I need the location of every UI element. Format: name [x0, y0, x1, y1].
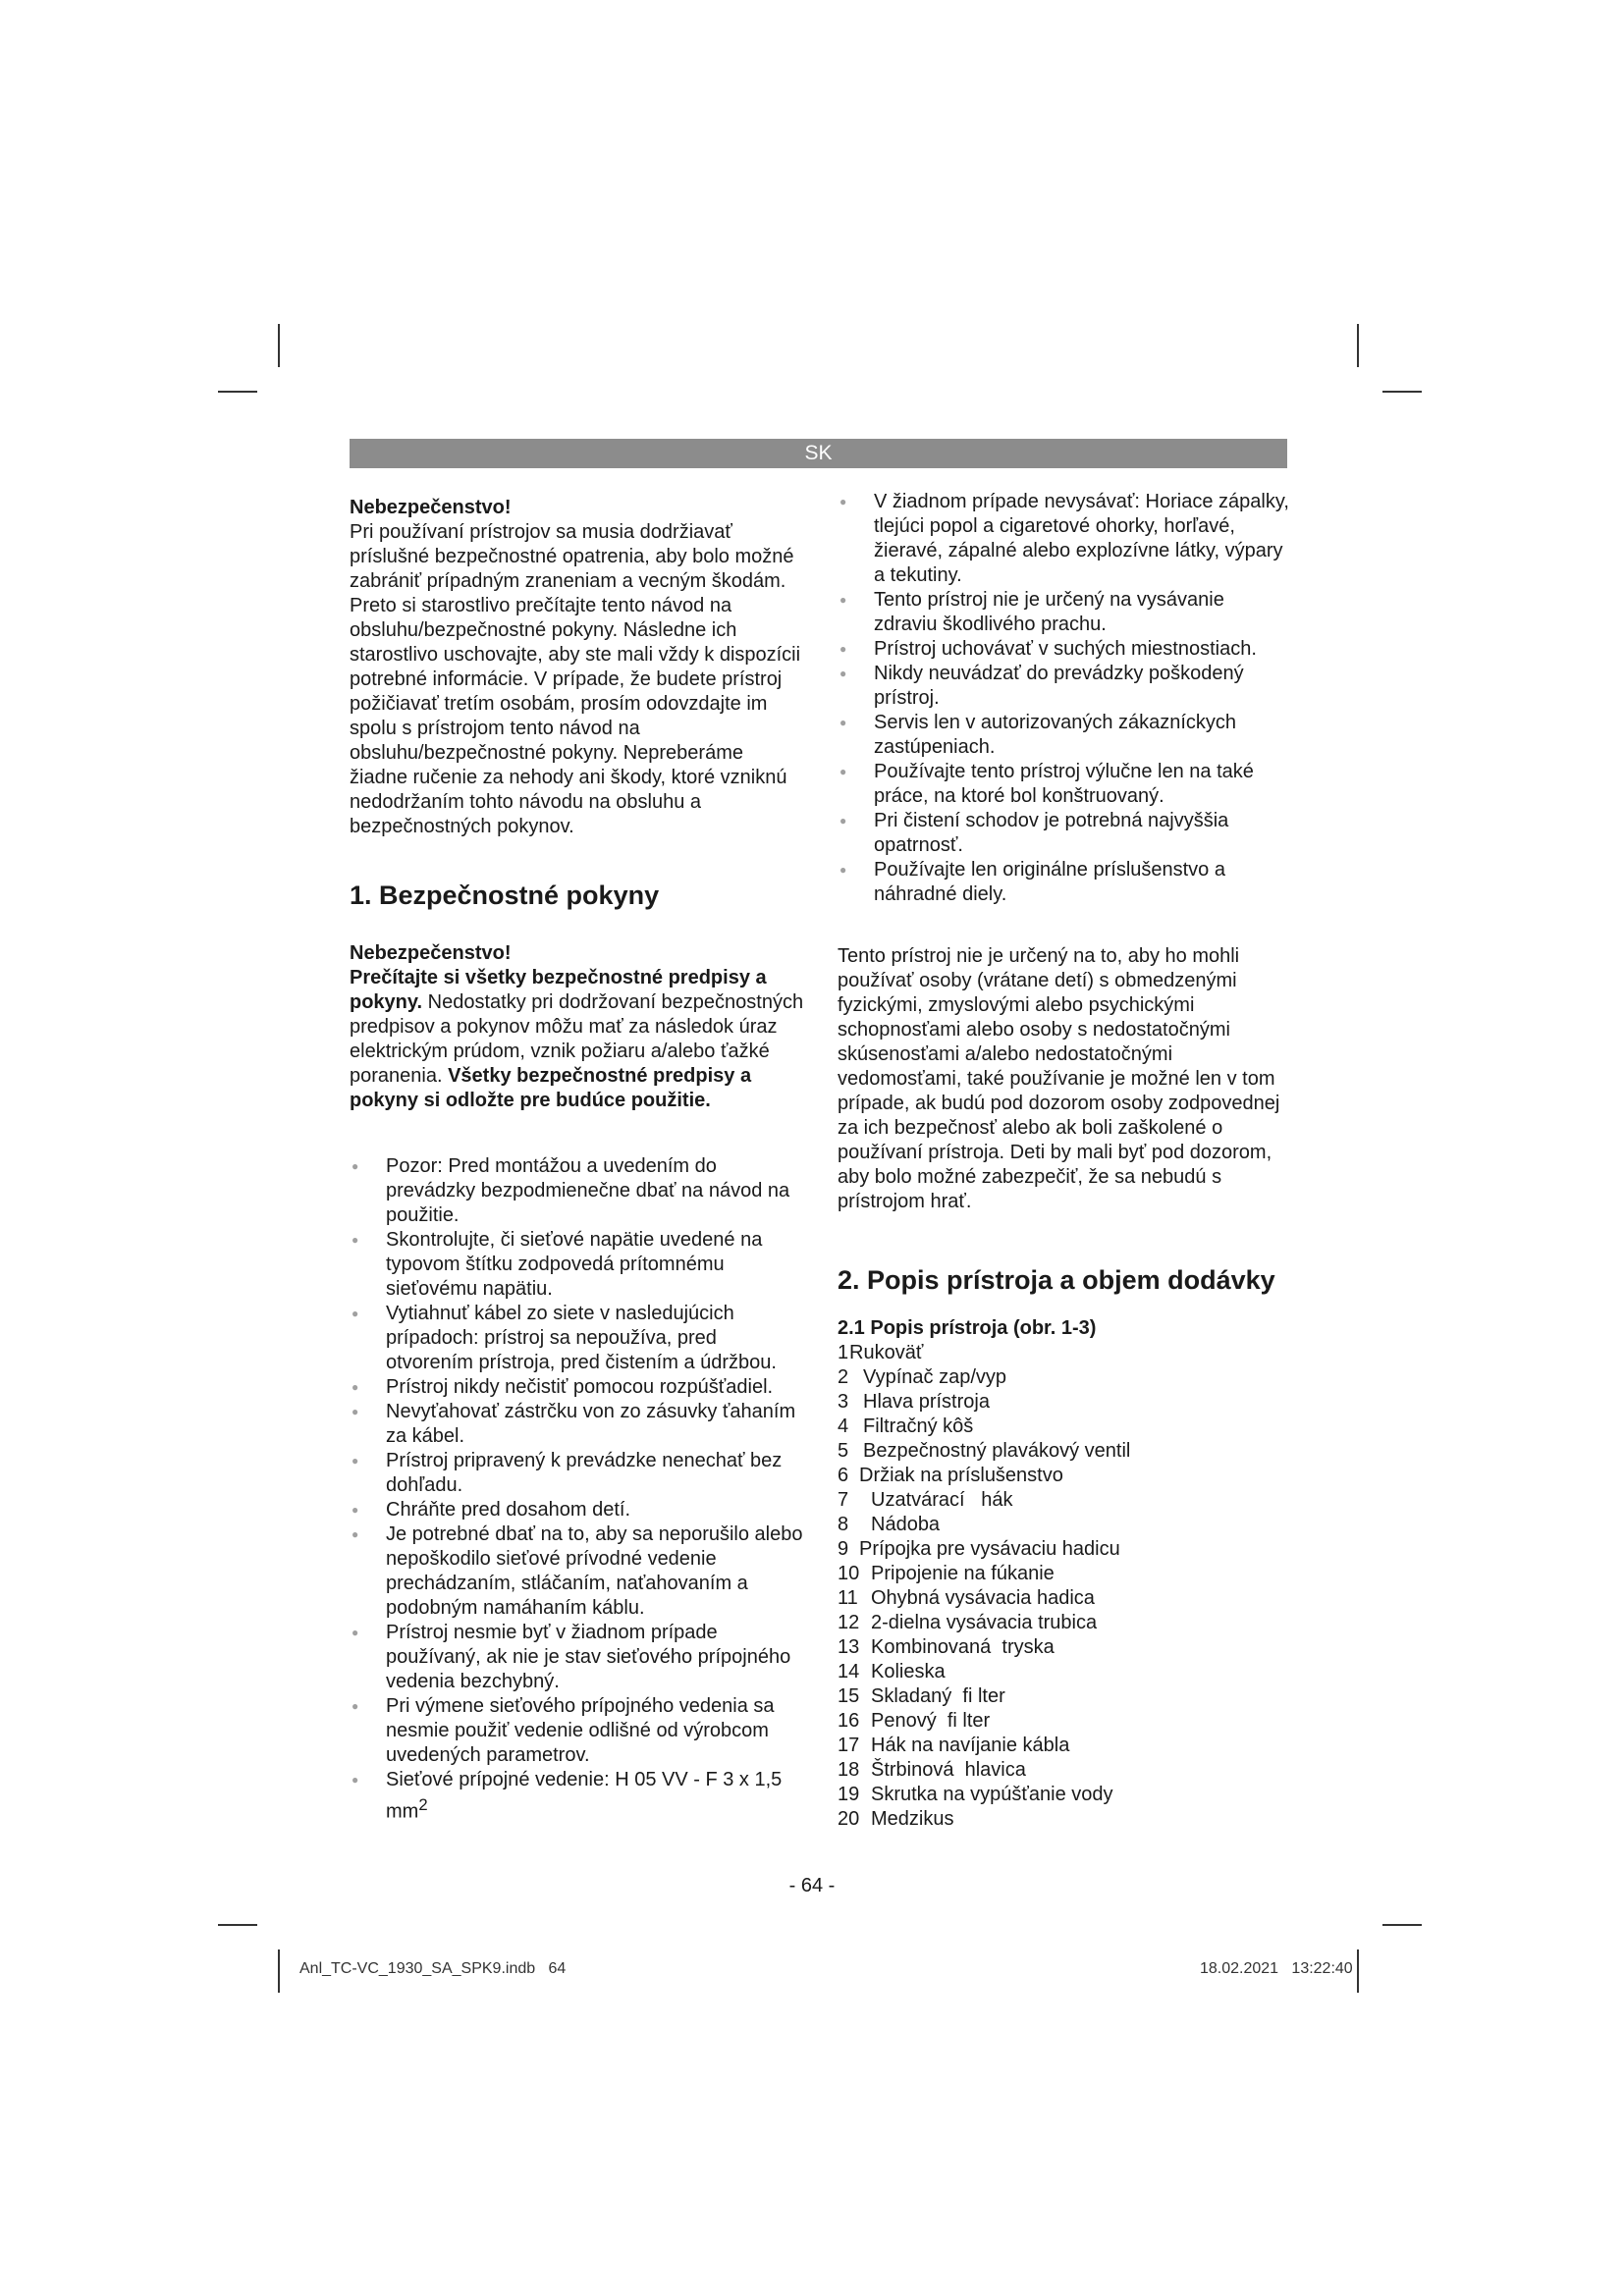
list-item: ● Skontrolujte, či sieťové napätie uvedené na typovom štítku zodpovedá prítomnému sieťovému napätiu.	[350, 1228, 806, 1302]
safety-bullet-list	[350, 1154, 806, 1825]
section-2-heading: 2. Popis prístroja a objem dodávky	[838, 1265, 1275, 1295]
part-label: Bezpečnostný plavákový ventil	[863, 1440, 1131, 1462]
part-number: 6	[838, 1465, 849, 1486]
part-label: Penový fi lter	[871, 1710, 991, 1732]
list-item: ● Servis len v autorizovaných zákazníckych zastúpeniach.	[838, 711, 1289, 760]
list-item	[838, 1758, 1289, 1783]
part-number: 7	[838, 1489, 849, 1511]
crop-mark-bottom-left-vertical	[278, 1949, 280, 1993]
list-item	[838, 1684, 1289, 1709]
list-item: ● Prístroj pripravený k prevádzke nenechať bez dohľadu.	[350, 1449, 806, 1498]
part-label: Kombinovaná tryska	[871, 1636, 1055, 1658]
safety-intro-paragraph	[350, 966, 806, 1113]
right-column	[838, 490, 1289, 1832]
part-label: Filtračný kôš	[863, 1415, 974, 1437]
part-label: Uzatvárací hák	[871, 1489, 1013, 1511]
part-label: Hák na navíjanie kábla	[871, 1735, 1070, 1756]
list-item	[838, 1365, 1289, 1390]
part-label: Pripojenie na fúkanie	[871, 1563, 1055, 1584]
list-item: ● Chráňte pred dosahom detí.	[350, 1498, 806, 1522]
part-number: 4	[838, 1415, 849, 1437]
list-item	[838, 1464, 1289, 1488]
language-header-bar	[350, 439, 1287, 468]
children-usage-paragraph: Tento prístroj nie je určený na to, aby ho mohli používať osoby (vrátane detí) s obmedzenými fyzickými, zmyslovými alebo psychickými schopnosťami alebo osoby s nedostatočnými skúsenosťami a/alebo nedostatočnými vedomosťami, také používanie je možné len v tom prípade, ak budú pod dozorom osoby zodpovednej za ich bezpečnosť alebo ak boli zaškolené o používaní prístroja. Deti by mali byť pod dozorom, aby bolo možné zabezpečiť, že sa nebudú s prístrojom hrať.	[838, 945, 1280, 1212]
parts-list	[838, 1341, 1289, 1832]
cable-spec-superscript: 2	[418, 1795, 428, 1814]
list-item	[838, 1415, 1289, 1439]
list-item: ● Používajte len originálne príslušenstvo a náhradné diely.	[838, 858, 1289, 907]
danger-heading: Nebezpečenstvo!	[350, 497, 512, 518]
part-number: 12	[838, 1612, 860, 1633]
footer-file-name: Anl_TC-VC_1930_SA_SPK9.indb 64	[299, 1960, 567, 1977]
part-number: 3	[838, 1391, 849, 1413]
list-item	[838, 1734, 1289, 1758]
part-number: 8	[838, 1514, 849, 1535]
part-number: 13	[838, 1636, 860, 1658]
part-label: Hlava prístroja	[863, 1391, 990, 1413]
list-item: ● Pri výmene sieťového prípojného vedenia sa nesmie použiť vedenie odlišné od výrobcom uvedených parametrov.	[350, 1694, 806, 1768]
part-number: 17	[838, 1735, 860, 1756]
list-item	[838, 1562, 1289, 1586]
list-item	[838, 1635, 1289, 1660]
footer-datetime: 18.02.2021 13:22:40	[1200, 1960, 1353, 1977]
safety-intro-text: Nedostatky pri dodržovaní bezpečnostných predpisov a pokynov môžu mať za následok úraz elektrickým prúdom, vznik požiaru a/alebo ťažké poranenia.	[350, 991, 804, 1087]
subsection-2-1-heading: 2.1 Popis prístroja (obr. 1-3)	[838, 1317, 1097, 1339]
part-label: Štrbinová hlavica	[871, 1759, 1026, 1781]
crop-mark-bottom-left-horizontal	[218, 1924, 257, 1926]
list-item: ● Prístroj nikdy nečistiť pomocou rozpúšťadiel.	[350, 1375, 806, 1400]
list-item	[838, 1439, 1289, 1464]
list-item: ● V žiadnom prípade nevysávať: Horiace zápalky, tlejúci popol a cigaretové ohorky, horľavé, žieravé, zápalné alebo explozívne látky, výpary a tekutiny.	[838, 490, 1289, 588]
danger-paragraph: Pri používaní prístrojov sa musia dodržiavať príslušné bezpečnostné opatrenia, aby bolo možné zabrániť prípadným zraneniam a vecným škodám. Preto si starostlivo prečítajte tento návod na obsluhu/bezpečnostné pokyny. Následne ich starostlivo uschovajte, aby ste mali vždy k dispozícii potrebné informácie. V prípade, že budete prístroj požičiavať tretím osobám, prosím odovzdajte im spolu s prístrojom tento návod na obsluhu/bezpečnostné pokyny. Nepreberáme žiadne ručenie za nehody ani škody, ktoré vzniknú nedodržaním tohto návodu na obsluhu a bezpečnostných pokynov.	[350, 521, 801, 837]
part-number: 1	[838, 1342, 849, 1363]
page-number: - 64 -	[788, 1875, 836, 1896]
part-number: 15	[838, 1685, 860, 1707]
list-item	[838, 1586, 1289, 1611]
part-label: Rukoväť	[849, 1342, 924, 1363]
usage-bullet-list	[838, 490, 1289, 907]
part-label: 2-dielna vysávacia trubica	[871, 1612, 1098, 1633]
part-label: Nádoba	[871, 1514, 941, 1535]
list-item	[838, 1390, 1289, 1415]
crop-mark-top-left-horizontal	[218, 391, 257, 393]
part-number: 16	[838, 1710, 860, 1732]
part-label: Skrutka na vypúšťanie vody	[871, 1784, 1113, 1805]
crop-mark-top-right-horizontal	[1382, 391, 1422, 393]
part-number: 20	[838, 1808, 860, 1830]
part-label: Medzikus	[871, 1808, 954, 1830]
crop-mark-bottom-right-vertical	[1357, 1949, 1359, 1993]
list-item: ● Nevyťahovať zástrčku von zo zásuvky ťahaním za kábel.	[350, 1400, 806, 1449]
part-label: Držiak na príslušenstvo	[859, 1465, 1063, 1486]
list-item: ● Je potrebné dbať na to, aby sa neporušilo alebo nepoškodilo sieťové prívodné vedenie prechádzaním, stláčaním, naťahovaním a podobným namáhaním káblu.	[350, 1522, 806, 1621]
list-item	[838, 1537, 1289, 1562]
section-1-heading: 1. Bezpečnostné pokyny	[350, 881, 660, 910]
crop-mark-top-left-vertical	[278, 324, 280, 367]
list-item	[838, 1709, 1289, 1734]
list-item	[838, 1807, 1289, 1832]
left-column	[350, 496, 806, 1825]
safety-intro-bold-2: Všetky bezpečnostné predpisy a pokyny si odložte pre budúce použitie.	[350, 1065, 752, 1111]
language-code: SK	[804, 442, 833, 464]
list-item	[838, 1488, 1289, 1513]
part-label: Skladaný fi lter	[871, 1685, 1005, 1707]
list-item	[838, 1611, 1289, 1635]
list-item: ● Pozor: Pred montážou a uvedením do prevádzky bezpodmienečne dbať na návod na použitie.	[350, 1154, 806, 1228]
part-label: Prípojka pre vysávaciu hadicu	[859, 1538, 1120, 1560]
part-number: 5	[838, 1440, 849, 1462]
list-item	[838, 1341, 1289, 1365]
part-number: 9	[838, 1538, 849, 1560]
list-item: ● Vytiahnuť kábel zo siete v nasledujúcich prípadoch: prístroj sa nepoužíva, pred otvorením prístroja, pred čistením a údržbou.	[350, 1302, 806, 1375]
part-label: Vypínač zap/vyp	[863, 1366, 1007, 1388]
list-item: ● Pri čistení schodov je potrebná najvyššia opatrnosť.	[838, 809, 1289, 858]
list-item: ● Prístroj nesmie byť v žiadnom prípade používaný, ak nie je stav sieťového prípojného vedenia bezchybný.	[350, 1621, 806, 1694]
list-item	[838, 1660, 1289, 1684]
part-number: 2	[838, 1366, 849, 1388]
safety-intro-bold-1: Prečítajte si všetky bezpečnostné predpisy a pokyny.	[350, 967, 767, 1013]
list-item: ● Používajte tento prístroj výlučne len na také práce, na ktoré bol konštruovaný.	[838, 760, 1289, 809]
crop-mark-top-right-vertical	[1357, 324, 1359, 367]
part-number: 11	[838, 1587, 858, 1609]
cable-spec-text: Sieťové prípojné vedenie: H 05 VV - F 3 x 1,5 mm	[386, 1769, 783, 1823]
part-label: Kolieska	[871, 1661, 946, 1682]
part-number: 10	[838, 1563, 860, 1584]
part-number: 14	[838, 1661, 860, 1682]
part-number: 18	[838, 1759, 860, 1781]
list-item	[838, 1513, 1289, 1537]
list-item	[350, 1768, 806, 1825]
list-item: ● Nikdy neuvádzať do prevádzky poškodený prístroj.	[838, 662, 1289, 711]
part-number: 19	[838, 1784, 860, 1805]
list-item	[838, 1783, 1289, 1807]
part-label: Ohybná vysávacia hadica	[871, 1587, 1095, 1609]
crop-mark-bottom-right-horizontal	[1382, 1924, 1422, 1926]
danger-heading-2: Nebezpečenstvo!	[350, 942, 512, 964]
list-item: ● Prístroj uchovávať v suchých miestnostiach.	[838, 637, 1289, 662]
list-item: ● Tento prístroj nie je určený na vysávanie zdraviu škodlivého prachu.	[838, 588, 1289, 637]
